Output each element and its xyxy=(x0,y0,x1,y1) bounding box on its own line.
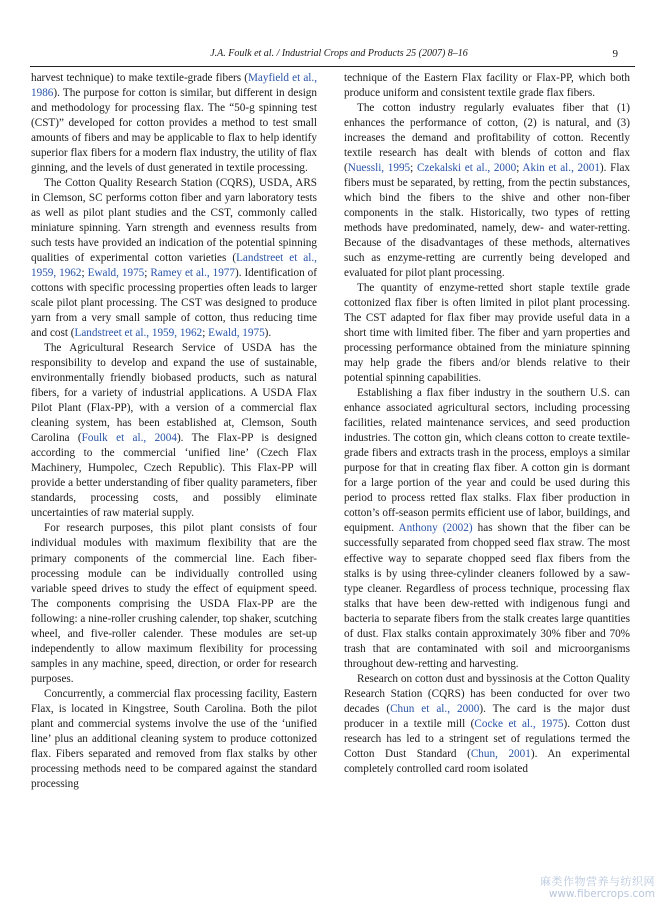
text-run: The Cotton Quality Research Station (CQRS), USDA, ARS in Clemson, SC performs cotton fiber and yarn laboratory tests as well as pilot plant studies and the CST, commonly called miniature spinning. Yarn strength and evenness results from such tests have provided an indication of the potential spinning qualities of experimental cotton varieties ( xyxy=(31,177,317,265)
text-run: Research on cotton dust and byssinosis at the Cotton Quality Research Station (CQRS) has been conducted for over two decades ( xyxy=(344,672,630,715)
right-column xyxy=(344,71,630,777)
citation-link[interactable]: Landstreet et al., 1959, 1962 xyxy=(31,252,317,280)
paragraph xyxy=(344,672,630,777)
text-run: ; xyxy=(410,162,417,175)
citation-link[interactable]: Chun et al., 2000 xyxy=(390,702,480,715)
citation-link[interactable]: Cocke et al., 1975 xyxy=(474,717,564,730)
text-run: has shown that the fiber can be successfully separated from chopped seed flax straw. The most effective way to separate chopped seed flax fibers from the stalks is by using three-cylinder cleaners followed by a saw-type cleaner. Regardless of process technique, processing flax stalks that have been dew-retted with indigenous fungi and bacteria to separate fibers from the stalk creates large quantities of dust. Flax stalks contain approximately 30% fiber and 70% trash that are contaminated with soil and microorganisms throughout dew-retting and harvesting. xyxy=(344,522,630,670)
text-run: ; xyxy=(516,162,523,175)
paragraph: For research purposes, this pilot plant consists of four individual modules with maximum flexibility that are the primary components of the commercial line. Each fiber-processing module can be individually controlled using variable speed drives to study the effect of equipment speed. The components comprising the USDA Flax-PP are the following: a nine-roller crushing calender, top shaker, scutching wheel, and five-roller calender. These modules are set-up independently to allow maximum flexibility for processing samples in any machine, speed, direction, or order for research purposes. xyxy=(31,522,317,685)
paragraph xyxy=(344,386,630,671)
text-run: ; xyxy=(202,327,209,340)
citation-link[interactable]: Landstreet et al., 1959, 1962 xyxy=(74,327,203,340)
citation-link[interactable]: Ewald, 1975 xyxy=(87,267,145,280)
text-run: Establishing a flax fiber industry in the southern U.S. can enhance associated agricultural sectors, including processing facilities, related maintenance services, and seed production industries. The cotton gin, which cleans cotton to create textile-grade fibers and extracts trash in the process, employs a similar purpose for that in creating flax fiber. A cotton gin is dormant for a large portion of the year and could be used during this period to process retted flax stalks. Flax fiber production in cotton’s off-season permits efficient use of labor, buildings, and equipment. xyxy=(344,387,630,535)
text-run: The cotton industry regularly evaluates fiber that (1) enhances the performance of cotton, (2) is natural, and (3) increases the demand and profitability of cotton. Recently textile research has dealt with blends of cotton and flax ( xyxy=(344,102,630,175)
text-run: ). The purpose for cotton is similar, but different in design and methodology for processing flax. The “50-g spinning test (CST)” developed for cotton provides a method to test small amounts of fibers and may be applicable to flax to help identify superior flax fibers for a modern flax industry, the utility of flax ginning, and the levels of dust generated in textile processing. xyxy=(31,87,317,175)
paragraph: The quantity of enzyme-retted short staple textile grade cottonized flax fiber is often limited in pilot plant processing. The CST adapted for flax fiber may provide useful data in a short time with limited fiber. The fiber and yarn properties and processing performance obtained from the miniature spinning may help grade the fibers and/or blends relative to their potential spinning capabilities. xyxy=(344,282,630,385)
left-column xyxy=(31,71,317,792)
header-rule xyxy=(30,66,635,67)
citation-link[interactable]: Foulk et al., 2004 xyxy=(81,432,177,445)
citation-link[interactable]: Ewald, 1975 xyxy=(208,327,265,340)
citation-link[interactable]: Mayfield et al., 1986 xyxy=(31,72,317,100)
watermark-url: www.fibercrops.com xyxy=(548,888,655,900)
paragraph: technique of the Eastern Flax facility or Flax-PP, which both produce uniform and consistent textile grade flax fibers. xyxy=(344,72,630,100)
site-watermark xyxy=(540,875,655,901)
citation-link[interactable]: Czekalski et al., 2000 xyxy=(416,162,517,175)
text-run: ). The card is the major dust producer in a textile mill ( xyxy=(344,702,630,730)
text-run: ; xyxy=(144,267,151,280)
running-title: J.A. Foulk et al. / Industrial Crops and Products 25 (2007) 8–16 xyxy=(210,48,468,59)
paragraph xyxy=(31,71,317,176)
text-run: ). Identification of cottons with specific processing properties often leads to larger scale pilot plant processing. The CST was designed to produce yarn from a very small sample of cotton, thus reducing time and cost ( xyxy=(31,267,317,340)
paragraph xyxy=(31,176,317,341)
text-run: ). Cotton dust research has led to a stringent set of regulations termed the Cotton Dust Standard ( xyxy=(344,717,631,760)
text-run: harvest technique) to make textile-grade fibers ( xyxy=(31,72,248,84)
running-head xyxy=(60,48,618,64)
text-run: The Agricultural Research Service of USDA has the responsibility to develop and expand the use of sustainable, environmentally friendly biobased products, such as natural fibers, for a variety of industrial applications. A USDA Flax Pilot Plant (Flax-PP), with a version of a commercial flax cleaning system, has been established at, Clemson, South Carolina ( xyxy=(31,342,317,445)
text-run: ; xyxy=(81,267,88,280)
text-run: ). xyxy=(264,327,272,340)
text-run: ). Flax fibers must be separated, by retting, from the pectin substances, which bind the fibers to the shive and other non-fiber components in the stalk. Historically, two types of retting methods have predominated, namely, dew- and water-retting. Because of the disadvantages of these methods, alternatives such as enzyme-retting are currently being developed and evaluated for pilot plant processing. xyxy=(344,162,631,280)
text-run: ). An experimental completely controlled card room isolated xyxy=(344,747,630,775)
citation-link[interactable]: Chun, 2001 xyxy=(470,747,531,760)
citation-link[interactable]: Ramey et al., 1977 xyxy=(150,267,235,280)
paragraph: Concurrently, a commercial flax processing facility, Eastern Flax, is located in Kingstree, South Carolina. Both the pilot plant and commercial systems involve the use of the ‘unified line’ plus an additional cleaning system to produce cottonized flax. Fibers separated and removed from flax stalks by other processing methods need to be compared against the standard processing xyxy=(31,687,317,790)
page-number: 9 xyxy=(612,48,618,60)
paragraph xyxy=(31,341,317,521)
paragraph xyxy=(344,101,630,281)
citation-link[interactable]: Akin et al., 2001 xyxy=(522,162,600,175)
watermark-title: 麻类作物营养与纺织网 xyxy=(540,875,655,888)
text-run: ). The Flax-PP is designed according to the commercial ‘unified line’ (Czech Flax Machinery, Humpolec, Czech Republic). This Flax-PP will provide a better understanding of fiber quality parameters, fiber standards, processing costs, and possibly eliminate uncertainties of raw material supply. xyxy=(31,432,318,520)
citation-link[interactable]: Anthony (2002) xyxy=(398,522,473,535)
citation-link[interactable]: Nuessli, 1995 xyxy=(347,162,411,175)
